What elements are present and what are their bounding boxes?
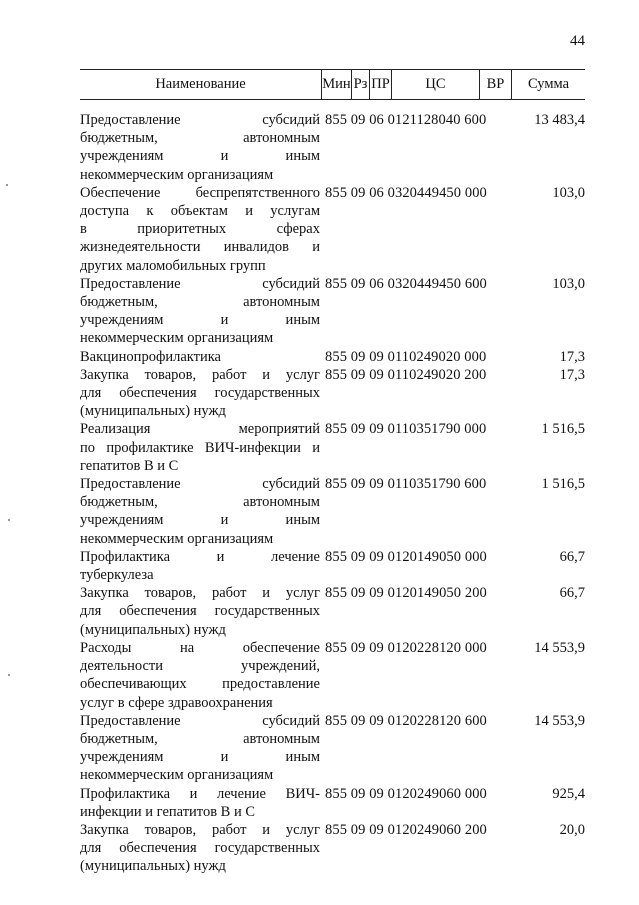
row-name bbox=[80, 639, 320, 712]
row-codes: 855 09 09 0110249020 000 bbox=[325, 348, 487, 365]
row-codes: 855 09 09 0120249060 200 bbox=[325, 821, 487, 838]
row-sum: 13 483,4 bbox=[534, 112, 585, 128]
row-name-line: жизнедеятельности инвалидов и bbox=[80, 239, 320, 256]
row-name-line: Предоставление субсидий bbox=[80, 275, 320, 292]
row-name-line: услуг в сфере здравоохранения bbox=[80, 694, 273, 711]
table-row bbox=[80, 111, 585, 184]
table-body bbox=[80, 111, 585, 876]
header-vr: ВР bbox=[480, 70, 512, 99]
row-codes: 855 09 09 0110351790 600 bbox=[325, 476, 487, 493]
row-name bbox=[80, 184, 320, 275]
table-row bbox=[80, 420, 585, 475]
row-sum: 1 516,5 bbox=[541, 421, 585, 438]
row-name-line: по профилактике ВИЧ-инфекции и bbox=[80, 439, 320, 456]
row-name bbox=[80, 420, 320, 475]
row-name-line: некоммерческим организациям bbox=[80, 330, 274, 347]
row-name-line: для обеспечения государственных bbox=[80, 385, 320, 402]
row-sum: 1 516,5 bbox=[541, 476, 585, 493]
row-codes: 855 09 09 0120249060 000 bbox=[325, 785, 487, 802]
row-name bbox=[80, 475, 320, 548]
row-name-line: обеспечивающих предоставление bbox=[80, 676, 320, 693]
row-name-line: некоммерческим организациям bbox=[80, 166, 274, 183]
row-name-line: Обеспечение беспрепятственного bbox=[80, 184, 320, 201]
row-name-line: Предоставление субсидий bbox=[80, 712, 320, 729]
row-sum: 20,0 bbox=[559, 821, 585, 838]
row-name bbox=[80, 584, 320, 639]
row-codes: 855 09 09 0120149050 000 bbox=[325, 548, 487, 565]
row-name-line: Профилактика и лечение ВИЧ- bbox=[80, 785, 320, 802]
scan-mark bbox=[8, 674, 10, 676]
row-sum: 17,3 bbox=[559, 348, 585, 365]
row-codes: 855 09 06 0121128040 600 bbox=[325, 112, 487, 128]
row-sum: 103,0 bbox=[552, 184, 585, 201]
row-sum: 925,4 bbox=[552, 785, 585, 802]
row-name-line: других маломобильных групп bbox=[80, 257, 266, 274]
row-name-line: бюджетным, автономным bbox=[80, 730, 320, 747]
row-codes: 855 09 09 0120149050 200 bbox=[325, 585, 487, 602]
row-codes: 855 09 09 0120228120 000 bbox=[325, 639, 487, 656]
row-name bbox=[80, 348, 320, 366]
row-name-line: Закупка товаров, работ и услуг bbox=[80, 821, 320, 838]
table-row bbox=[80, 639, 585, 712]
row-name-line: (муниципальных) нужд bbox=[80, 621, 226, 638]
row-name bbox=[80, 548, 320, 584]
row-sum: 66,7 bbox=[559, 548, 585, 565]
row-name-line: Закупка товаров, работ и услуг bbox=[80, 366, 320, 383]
row-name bbox=[80, 366, 320, 421]
row-name-line: деятельности учреждений, bbox=[80, 658, 320, 675]
table-row bbox=[80, 475, 585, 548]
row-name-line: инфекции и гепатитов В и С bbox=[80, 803, 256, 820]
header-sum: Сумма bbox=[527, 76, 570, 92]
header-cs: ЦС bbox=[392, 70, 480, 99]
table-row bbox=[80, 821, 585, 876]
header-min: Мин bbox=[322, 70, 352, 99]
scan-mark bbox=[6, 184, 8, 186]
row-name-line: доступа к объектам и услугам bbox=[80, 203, 320, 220]
row-name-line: Вакцинопрофилактика bbox=[80, 348, 221, 365]
row-name-line: Предоставление субсидий bbox=[80, 476, 320, 493]
row-name-line: Реализация мероприятий bbox=[80, 421, 320, 438]
row-name-line: для обеспечения государственных bbox=[80, 603, 320, 620]
table-row bbox=[80, 348, 585, 366]
table-row bbox=[80, 712, 585, 785]
row-name-line: учреждениям и иным bbox=[80, 312, 320, 329]
row-name-line: туберкулеза bbox=[80, 567, 154, 584]
row-name-line: некоммерческим организациям bbox=[80, 767, 274, 784]
row-sum: 14 553,9 bbox=[534, 639, 585, 656]
header-rz: Рз bbox=[352, 70, 370, 99]
table-row bbox=[80, 366, 585, 421]
table-header bbox=[80, 69, 585, 100]
row-name bbox=[80, 111, 320, 184]
table-row bbox=[80, 548, 585, 584]
row-name-line: бюджетным, автономным bbox=[80, 294, 320, 311]
row-sum: 103,0 bbox=[552, 275, 585, 292]
header-name: Наименование bbox=[80, 70, 322, 99]
row-codes: 855 09 09 0110351790 000 bbox=[325, 421, 487, 438]
row-name-line: Предоставление субсидий bbox=[80, 112, 320, 128]
row-name-line: Закупка товаров, работ и услуг bbox=[80, 585, 320, 602]
row-codes: 855 09 09 0120228120 600 bbox=[325, 712, 487, 729]
row-name-line: гепатитов В и С bbox=[80, 457, 179, 474]
row-name-line: учреждениям и иным bbox=[80, 512, 320, 529]
row-name bbox=[80, 712, 320, 785]
row-name bbox=[80, 275, 320, 348]
row-name-line: учреждениям и иным bbox=[80, 148, 320, 165]
row-name-line: в приоритетных сферах bbox=[80, 221, 320, 238]
row-name-line: Расходы на обеспечение bbox=[80, 639, 320, 656]
row-codes: 855 09 06 0320449450 600 bbox=[325, 275, 487, 292]
header-pr: ПР bbox=[370, 70, 392, 99]
table-row bbox=[80, 785, 585, 821]
page-number: 44 bbox=[570, 33, 585, 49]
table-row bbox=[80, 275, 585, 348]
row-sum: 66,7 bbox=[559, 585, 585, 602]
row-name-line: Профилактика и лечение bbox=[80, 548, 320, 565]
row-sum: 17,3 bbox=[559, 366, 585, 383]
row-name-line: некоммерческим организациям bbox=[80, 530, 274, 547]
row-name-line: бюджетным, автономным bbox=[80, 130, 320, 147]
row-name-line: бюджетным, автономным bbox=[80, 494, 320, 511]
row-name-line: (муниципальных) нужд bbox=[80, 403, 226, 420]
row-codes: 855 09 06 0320449450 000 bbox=[325, 184, 487, 201]
table-row bbox=[80, 584, 585, 639]
scan-mark bbox=[8, 519, 10, 521]
row-name bbox=[80, 785, 320, 821]
table-row bbox=[80, 184, 585, 275]
row-name-line: учреждениям и иным bbox=[80, 749, 320, 766]
row-name-line: (муниципальных) нужд bbox=[80, 858, 226, 875]
row-name bbox=[80, 821, 320, 876]
row-codes: 855 09 09 0110249020 200 bbox=[325, 366, 487, 383]
row-name-line: для обеспечения государственных bbox=[80, 840, 320, 857]
row-sum: 14 553,9 bbox=[534, 712, 585, 729]
